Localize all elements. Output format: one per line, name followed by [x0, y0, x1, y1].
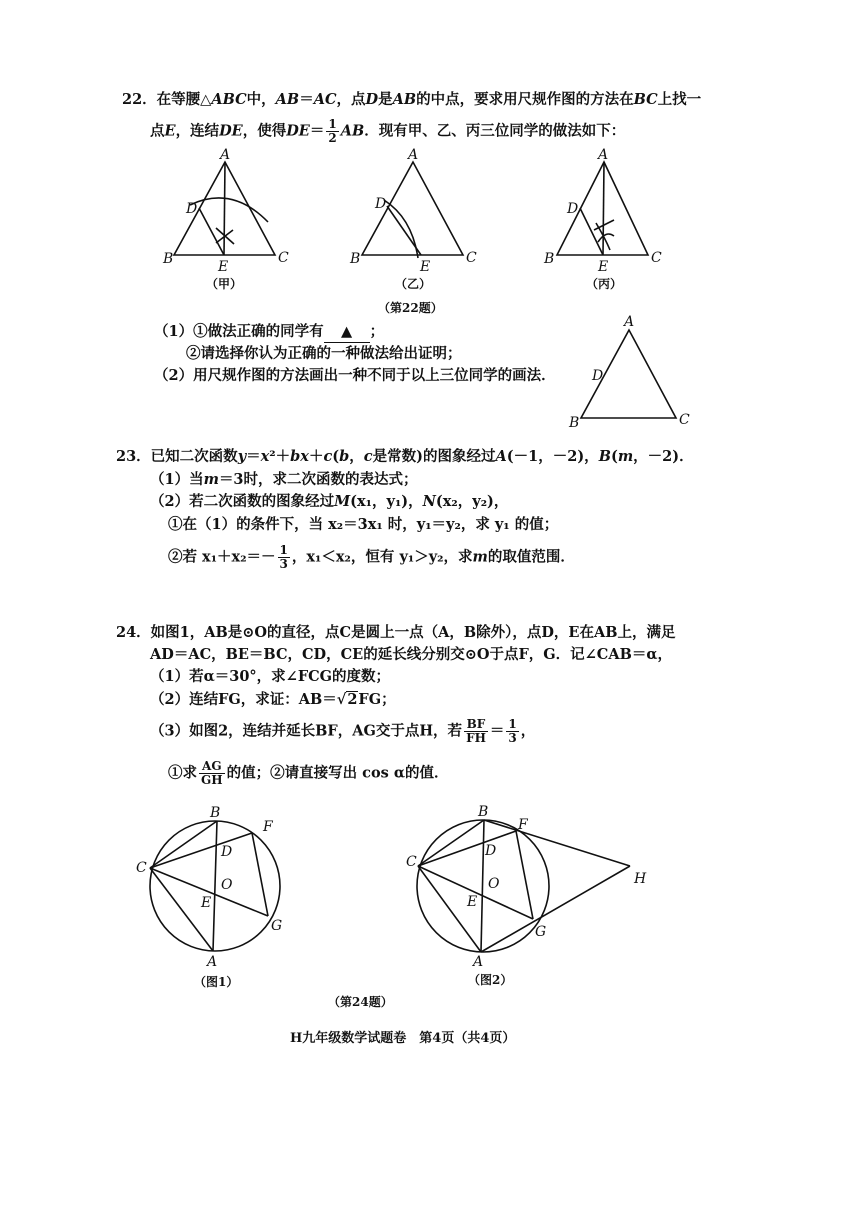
label-C: C: [136, 860, 147, 876]
q22-figure-caption: （第22题）: [378, 301, 443, 315]
label-O: O: [221, 877, 233, 893]
label-H: H: [634, 871, 647, 887]
fraction-third: $\frac{1}{3}$: [279, 543, 288, 571]
label-B: B: [163, 251, 174, 267]
fraction-bf-fh: $\frac{BF}{FH}$: [466, 717, 486, 745]
label-A: A: [220, 147, 231, 163]
label-B: B: [569, 415, 580, 431]
fraction-half: $\frac{1}{2}$: [328, 117, 337, 145]
label-G: G: [271, 918, 283, 934]
q22-line1: 22．在等腰△ABC中，AB＝AC，点D是AB的中点，要求用尺规作图的方法在BC上找一: [122, 91, 702, 108]
answer-blank: ▲: [324, 322, 370, 343]
fraction-ag-gh: $\frac{AG}{GH}$: [201, 759, 223, 787]
q22-part1a: （1）①做法正确的同学有 ▲ ；: [154, 322, 384, 343]
label-C: C: [406, 854, 417, 870]
label-E: E: [420, 259, 431, 275]
q24-part3-sub: ①求 $\frac{AG}{GH}$ 的值；②请直接写出 cos α的值．: [168, 759, 449, 787]
label-A: A: [408, 147, 419, 163]
label-B: B: [478, 804, 489, 820]
q23-part2-sub2: ②若 x₁＋x₂＝－ $\frac{1}{3}$ ，x₁＜x₂，恒有 y₁＞y₂，求m的取值范围．: [168, 543, 575, 571]
caption-bing: （丙）: [586, 277, 623, 291]
q23-part2: （2）若二次函数的图象经过M(x₁，y₁)，N(x₂，y₂)，: [150, 493, 509, 510]
fraction-one-third: $\frac{1}{3}$: [508, 717, 517, 745]
caption-yi: （乙）: [395, 277, 432, 291]
label-C: C: [679, 412, 690, 428]
caption-fig2: （图2）: [468, 973, 513, 987]
page-footer: H九年级数学试题卷 第4页（共4页）: [290, 1031, 516, 1046]
label-E: E: [201, 895, 212, 911]
label-B: B: [210, 805, 221, 821]
label-O: O: [488, 876, 500, 892]
label-C: C: [278, 250, 289, 266]
label-A: A: [207, 954, 218, 970]
label-A: A: [473, 954, 484, 970]
label-F: F: [263, 819, 273, 835]
label-A: A: [624, 314, 635, 330]
label-C: C: [651, 250, 662, 266]
label-E: E: [467, 894, 478, 910]
label-D: D: [221, 844, 233, 860]
label-E: E: [218, 259, 229, 275]
label-E: E: [598, 259, 609, 275]
q24-line2: AD＝AC，BE＝BC，CD，CE的延长线分别交⊙O于点F，G．记∠CAB＝α，: [150, 646, 673, 663]
q23-line1: 23．已知二次函数y＝x²＋bx＋c(b，c是常数)的图象经过A(－1，－2)，B(m，－2)．: [116, 448, 694, 465]
q22-part2: （2）用尺规作图的方法画出一种不同于以上三位同学的画法．: [154, 367, 556, 384]
label-D: D: [567, 201, 579, 217]
label-A: A: [598, 147, 609, 163]
q24-figure-caption: （第24题）: [328, 995, 393, 1009]
q24-part2: （2）连结FG，求证：AB＝√2FG；: [150, 691, 396, 708]
label-D: D: [186, 201, 198, 217]
caption-jia: （甲）: [206, 277, 243, 291]
label-C: C: [466, 250, 477, 266]
label-G: G: [535, 924, 547, 940]
q22-line2: 点E，连结DE，使得DE＝ $\frac{1}{2}$ AB．现有甲、乙、丙三位同学的做法如下：: [150, 117, 626, 145]
q22-part1b: ②请选择你认为正确的一种做法给出证明；: [186, 345, 462, 362]
q23-part1: （1）当m＝3时，求二次函数的表达式；: [150, 471, 418, 488]
q24-part1: （1）若α＝30°，求∠FCG的度数；: [150, 668, 391, 685]
label-B: B: [544, 251, 555, 267]
label-D: D: [592, 368, 604, 384]
q23-part2-sub1: ①在（1）的条件下，当 x₂＝3x₁ 时，y₁＝y₂，求 y₁ 的值；: [168, 516, 559, 533]
q24-part3: （3）如图2，连结并延长BF，AG交于点H，若 $\frac{BF}{FH}$ ＝ $\frac{1}{3}$ ，: [150, 717, 536, 745]
label-D: D: [485, 843, 497, 859]
label-F: F: [518, 817, 528, 833]
label-D: D: [375, 196, 387, 212]
q24-line1: 24．如图1，AB是⊙O的直径，点C是圆上一点（A，B除外），点D，E在AB上，满足: [116, 624, 676, 641]
label-B: B: [350, 251, 361, 267]
caption-fig1: （图1）: [194, 975, 239, 989]
